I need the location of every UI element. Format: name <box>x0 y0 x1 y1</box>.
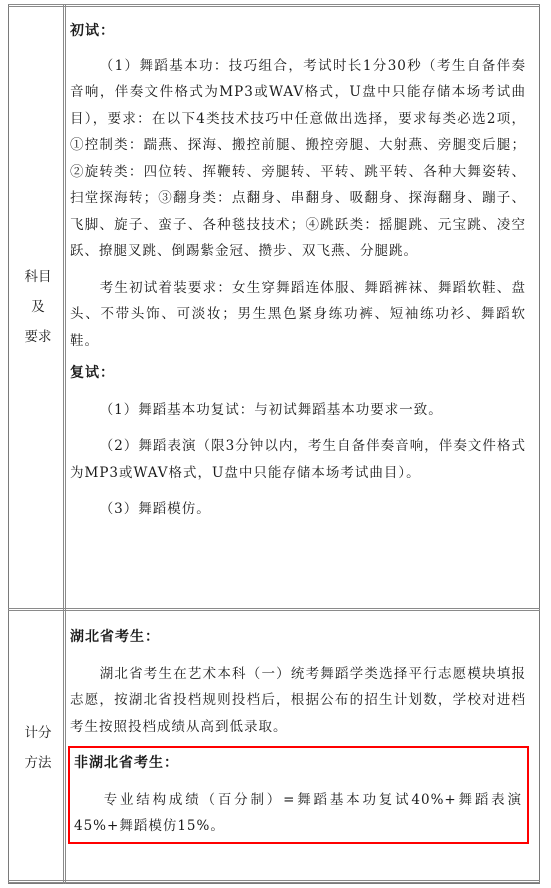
first-exam-heading: 初试： <box>70 23 115 39</box>
second-exam-item-3: （3）舞蹈模仿。 <box>99 501 211 517</box>
row-divider-top <box>8 4 540 7</box>
non-hubei-text: 专业结构成绩（百分制）=舞蹈基本功复试40%+舞蹈表演45%+舞蹈模仿15%。 <box>74 791 522 834</box>
second-exam-heading: 复试： <box>70 365 115 381</box>
hubei-text: 湖北省考生在艺术本科（一）统考舞蹈学类选择平行志愿模块填报志愿，按湖北省投档规则投档后，根据公布的招生计划数，学校对进档考生按照投档成绩从高到低录取。 <box>70 665 526 735</box>
first-exam-basic-skills: （1）舞蹈基本功：技巧组合，考试时长1分30秒（考生自备伴奏音响，伴奏文件格式为MP3或WAV格式，U盘中只能存储本场考试曲目），要求：在以下4类技术技巧中任意做出选择，要求每类必选2项，①控制类：踹燕、探海、搬控前腿、搬控旁腿、大射燕、旁腿变后腿；②旋转类：四位转、挥鞭转、旁腿转、平转、跳平转、各种大舞姿转、扫堂探海转；③翻身类：点翻身、串翻身、吸翻身、探海翻身、蹦子、飞脚、旋子、蛮子、各种毯技技术；④跳跃类：摇腿跳、元宝跳、凌空跃、撩腿叉跳、倒踢紫金冠、攒步、双飞燕、分腿跳。 <box>70 57 526 259</box>
label-scoring-method <box>14 718 62 778</box>
label-subject-requirements <box>14 262 62 352</box>
hubei-heading: 湖北省考生： <box>70 629 160 645</box>
second-exam-item-2: （2）舞蹈表演（限3分钟以内，考生自备伴奏音响，伴奏文件格式为MP3或WAV格式，U盘中只能存储本场考试曲目）。 <box>70 438 526 481</box>
label-line: 方法 <box>24 755 52 771</box>
label-line: 要求 <box>24 329 52 345</box>
row-divider-middle <box>8 608 540 611</box>
non-hubei-content <box>74 750 522 840</box>
second-exam-item-1: （1）舞蹈基本功复试：与初试舞蹈基本功要求一致。 <box>99 401 443 418</box>
scoring-content <box>70 624 526 740</box>
row-divider-bottom <box>8 880 540 883</box>
non-hubei-heading: 非湖北省考生： <box>74 755 179 771</box>
first-exam-dress-code: 考生初试着装要求：女生穿舞蹈连体服、舞蹈裤袜、舞蹈软鞋、盘头、不带头饰、可淡妆；男生黑色紧身练功裤、短袖练功衫、舞蹈软鞋。 <box>70 279 526 349</box>
requirements-content <box>70 18 526 523</box>
label-line: 及 <box>31 299 45 315</box>
label-line: 计分 <box>24 725 52 741</box>
label-line: 科目 <box>24 269 52 285</box>
column-divider <box>63 4 66 884</box>
